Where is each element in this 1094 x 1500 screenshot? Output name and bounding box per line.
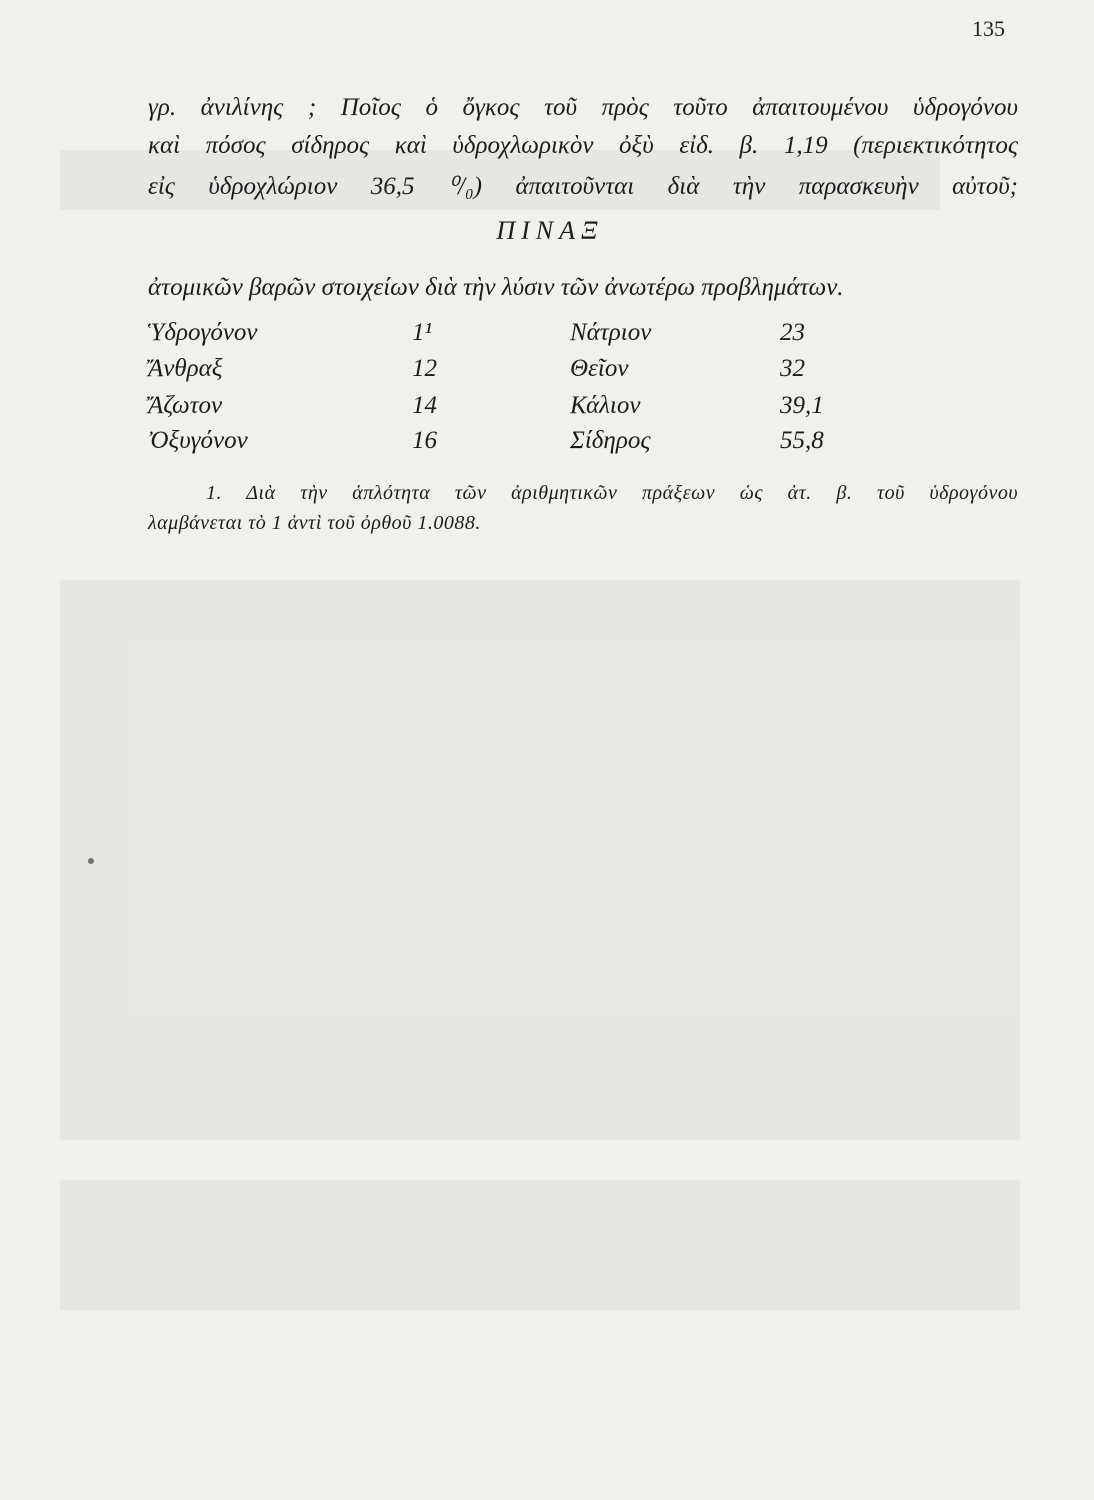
element-name: Ἄζωτον bbox=[148, 392, 223, 419]
atomic-weight: 16 bbox=[412, 427, 437, 454]
footnote-line-2: λαμβάνεται τὸ 1 ἀντὶ τοῦ ὀρθοῦ 1.0088. bbox=[148, 512, 481, 534]
element-name: Ὀξυγόνον bbox=[148, 427, 248, 454]
element-name: Θεῖον bbox=[570, 355, 629, 382]
atomic-weight: 12 bbox=[412, 355, 437, 382]
atomic-weight: 55,8 bbox=[780, 427, 824, 454]
atomic-weight: 39,1 bbox=[780, 392, 824, 419]
element-name: Σίδηρος bbox=[570, 427, 651, 454]
element-name: Ἄνθραξ bbox=[148, 355, 223, 382]
page-number: 135 bbox=[972, 16, 1005, 41]
ink-speck bbox=[88, 858, 94, 864]
bleed-through-shadow bbox=[60, 580, 1020, 1140]
atomic-weight: 1¹ bbox=[412, 319, 432, 346]
paragraph-line-3: εἰς ὑδροχλώριον 36,5 ⁰/₀) ἀπαιτοῦνται διὰ τὴν παρασκευὴν αὐτοῦ; bbox=[148, 173, 1018, 200]
atomic-weight: 32 bbox=[780, 355, 805, 382]
element-name: Κάλιον bbox=[570, 392, 641, 419]
footnote-line-1: 1. Διὰ τὴν ἁπλότητα τῶν ἀριθμητικῶν πράξεων ὡς ἀτ. β. τοῦ ὑδρογόνου bbox=[206, 482, 1018, 504]
atomic-weight: 14 bbox=[412, 392, 437, 419]
atomic-weight: 23 bbox=[780, 319, 805, 346]
element-name: Ὑδρογόνον bbox=[148, 319, 258, 346]
paragraph-line-2: καὶ πόσος σίδηρος καὶ ὑδροχλωρικὸν ὀξὺ εἰδ. β. 1,19 (περιεκτικότητος bbox=[148, 132, 1018, 159]
element-name: Νάτριον bbox=[570, 319, 652, 346]
table-subtitle: ἀτομικῶν βαρῶν στοιχείων διὰ τὴν λύσιν τῶν ἀνωτέρω προβλημάτων. bbox=[148, 274, 844, 301]
paragraph-line-1: γρ. ἀνιλίνης ; Ποῖος ὁ ὄγκος τοῦ πρὸς τοῦτο ἀπαιτουμένου ὑδρογόνου bbox=[148, 94, 1018, 121]
bleed-through-shadow bbox=[60, 1180, 1020, 1310]
table-heading: ΠΙΝΑΞ bbox=[496, 216, 604, 245]
